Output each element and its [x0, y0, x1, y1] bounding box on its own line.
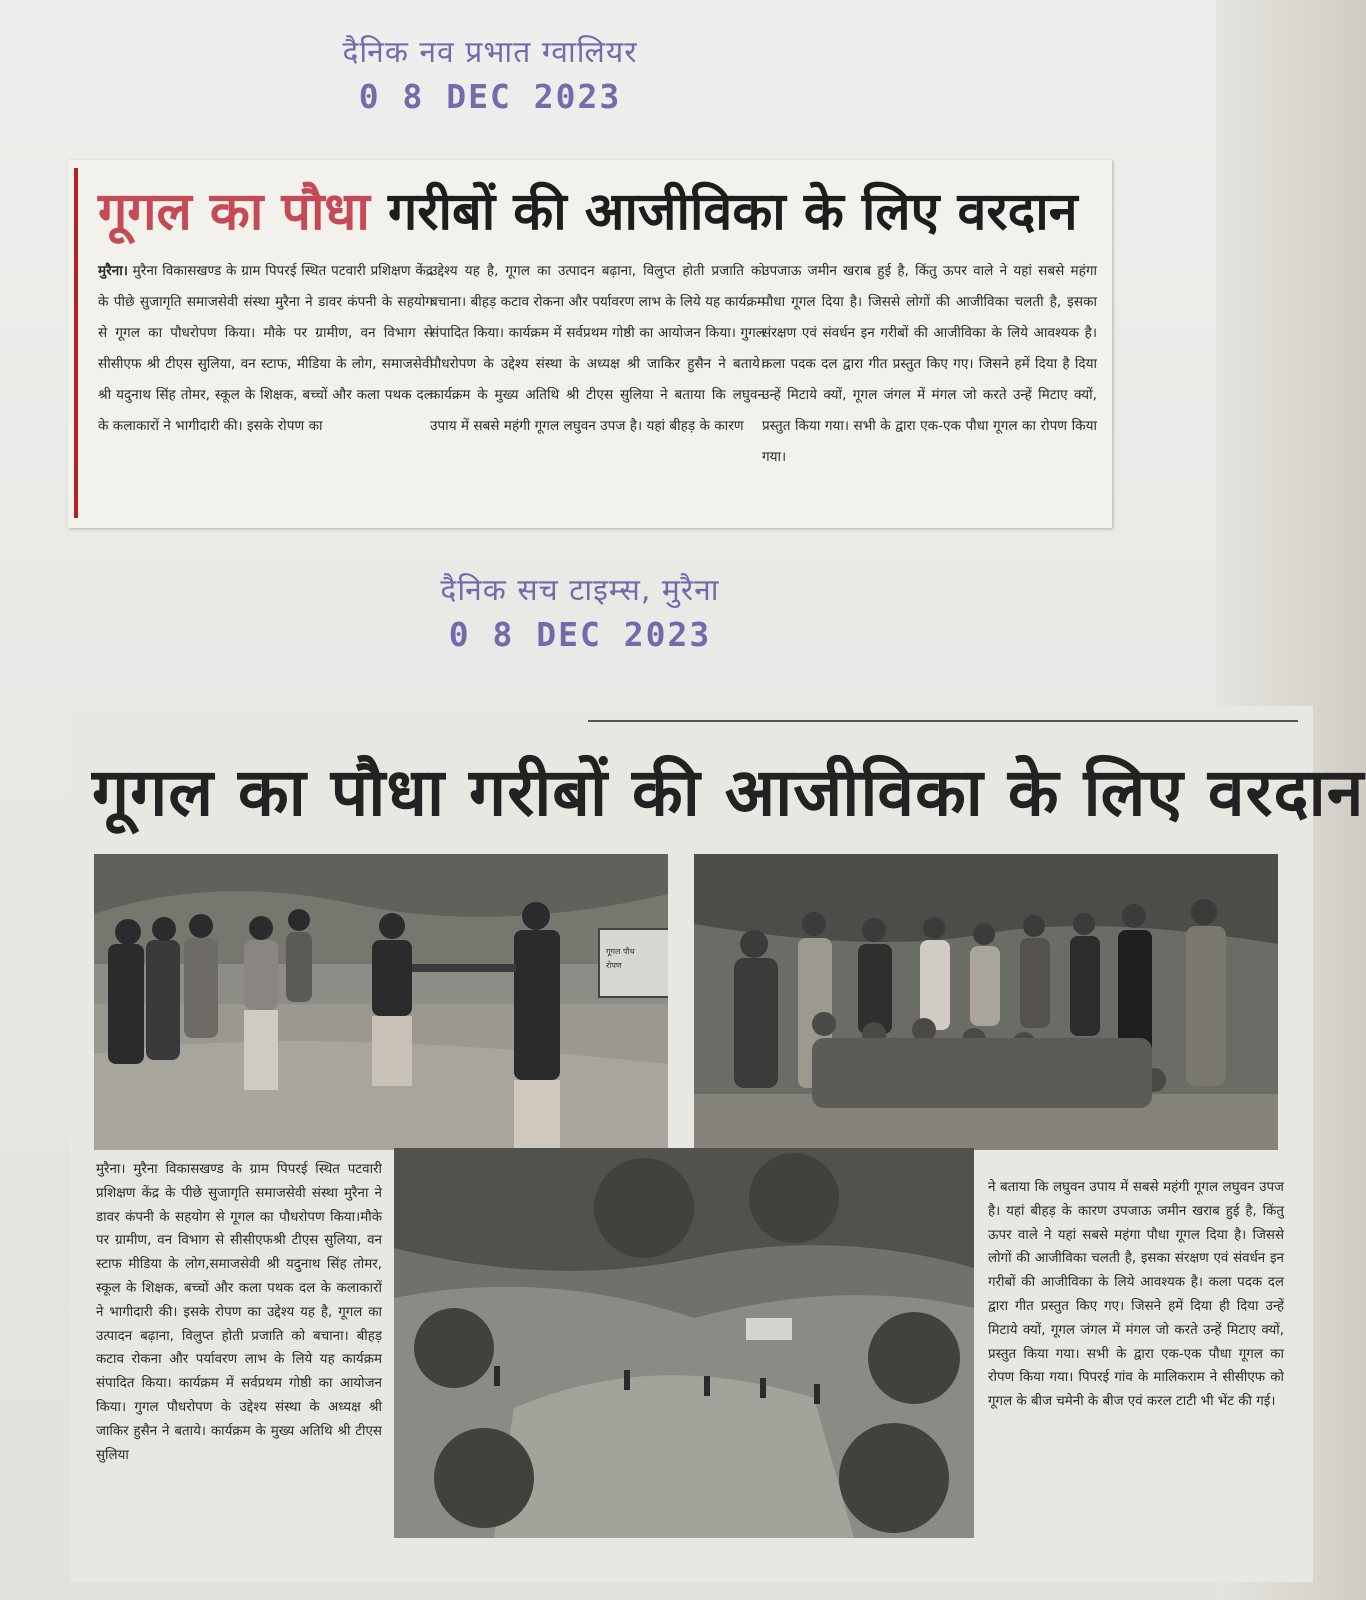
stamp-newspaper-name: दैनिक नव प्रभात ग्वालियर — [342, 35, 638, 70]
article-column-left: मुरैना। मुरैना विकासखण्ड के ग्राम पिपरई स्थित पटवारी प्रशिक्षण केंद्र के पीछे सुजागृति समाजसेवी संस्था मुरैना ने डावर कंपनी के सहयोग से गूगल का पौधरोपण किया।मौके पर ग्रामीण, वन विभाग से सीसीएफश्री टीएस सुलिया, वन स्टाफ मीडिया के लोग,समाजसेवी श्री यदुनाथ सिंह तोमर, स्कूल के शिक्षक, बच्चों और कला पथक दल के कलाकारों ने भागीदारी की। इसके रोपण का उद्देश्य यह है, गूगल का उत्पादन बढ़ाना, विलुप्त होती प्रजाति को बचाना। बीहड़ कटाव रोकना और पर्यावरण लाभ के लिये यह कार्यक्रम संपादित किया। कार्यक्रम में सर्वप्रथम गोष्ठी का आयोजन किया। गुगल पौधरोपण के उद्देश्य संस्था के अध्यक्ष श्री जाकिर हुसैन ने बताये। कार्यक्रम के मुख्य अतिथि श्री टीएस सुलिया — [96, 1162, 382, 1463]
newspaper-stamp-2 — [420, 568, 740, 654]
photo-ravine-landscape — [394, 1148, 974, 1538]
news-clipping-2 — [70, 706, 1365, 1582]
newspaper-stamp-1 — [300, 30, 680, 116]
svg-text:रोपण: रोपण — [606, 961, 622, 970]
dateline: मुरैना। — [98, 263, 128, 279]
red-rule — [74, 168, 78, 518]
headline-highlight: गूगल का पौधा — [98, 182, 370, 242]
stamp-newspaper-name: दैनिक सच टाइम्स, मुरैना — [440, 573, 720, 608]
headline — [98, 172, 1098, 252]
article-column-right: ने बताया कि लघुवन उपाय में सबसे महंगी गूगल लघुवन उपज है। यहां बीहड़ के कारण उपजाऊ जमीन खराब हुई है, किंतु ऊपर वाले ने यहां सबसे महंगा पौधा गूगल दिया है। जिससे लोगों की आजीविका चलती है, इसका संरक्षण एवं संवर्धन इन गरीबों की आजीविका के लिये आवश्यक है। कला पदक दल द्वारा गीत प्रस्तुत किए गए। जिसने हमें दिया ही दिया उन्हें मिटाये क्यों, गूगल जंगल में मंगल जो करते उन्हें मिटाए क्यों, प्रस्तुत किया गया। सभी के द्वारा एक-एक पौधा गूगल का रोपण किया गया। पिपरई गांव के मालिकराम ने सीसीएफ को गूगल के बीज चमेनी के बीज एवं करल टाटी भी भेंट की गई। — [988, 1180, 1284, 1410]
photo-handshake — [94, 854, 668, 1150]
svg-text:गूगल पौध: गूगल पौध — [606, 947, 635, 956]
column-text: मुरैना विकासखण्ड के ग्राम पिपरई स्थित पटवारी प्रशिक्षण केंद्र के पीछे सुजागृति समाजसेवी संस्था मुरैना ने डावर कंपनी के सहयोग से गूगल का पौधरोपण किया। मौके पर ग्रामीण, वन विभाग से सीसीएफ श्री टीएस सुलिया, वन स्टाफ, मीडिया के लोग, समाजसेवी श्री यदुनाथ सिंह तोमर, स्कूल के शिक्षक, बच्चों और कला पथक दल के कलाकारों ने भागीदारी की। इसके रोपण का — [98, 263, 433, 434]
divider-rule — [588, 720, 1298, 722]
photo-group — [694, 854, 1278, 1150]
headline-rest: गरीबों की आजीविका के लिए वरदान — [387, 182, 1078, 242]
article-column-2: उद्देश्य यह है, गूगल का उत्पादन बढ़ाना, विलुप्त होती प्रजाति को बचाना। बीहड़ कटाव रोकना और पर्यावरण लाभ के लिये यह कार्यक्रम संपादित किया। कार्यक्रम में सर्वप्रथम गोष्ठी का आयोजन किया। गुगल पौधरोपण के उद्देश्य संस्था के अध्यक्ष श्री जाकिर हुसैन ने बताये। कार्यक्रम के मुख्य अतिथि श्री टीएस सुलिया ने बताया कि लघुवन उपाय में सबसे महंगी गूगल लघुवन उपज है। यहां बीहड़ के कारण — [430, 263, 765, 434]
headline: गूगल का पौधा गरीबों की आजीविका के लिए वरदान — [92, 754, 1365, 831]
stamp-date: 0 8 DEC 2023 — [358, 77, 622, 116]
article-column-1 — [98, 256, 433, 442]
news-clipping-1 — [68, 160, 1112, 528]
stamp-date: 0 8 DEC 2023 — [448, 615, 712, 654]
article-column-3: उपजाऊ जमीन खराब हुई है, किंतु ऊपर वाले ने यहां सबसे महंगा पौधा गूगल दिया है। जिससे लोगों की आजीविका चलती है, इसका संरक्षण एवं संवर्धन इन गरीबों की आजीविका के लिये आवश्यक है। कला पदक दल द्वारा गीत प्रस्तुत किए गए। जिसने हमें दिया है दिया उन्हें मिटाये क्यों, गूगल जंगल में मंगल जो करते उन्हें मिटाए क्यों, प्रस्तुत किया गया। सभी के द्वारा एक-एक पौधा गूगल का रोपण किया गया। — [762, 263, 1097, 465]
